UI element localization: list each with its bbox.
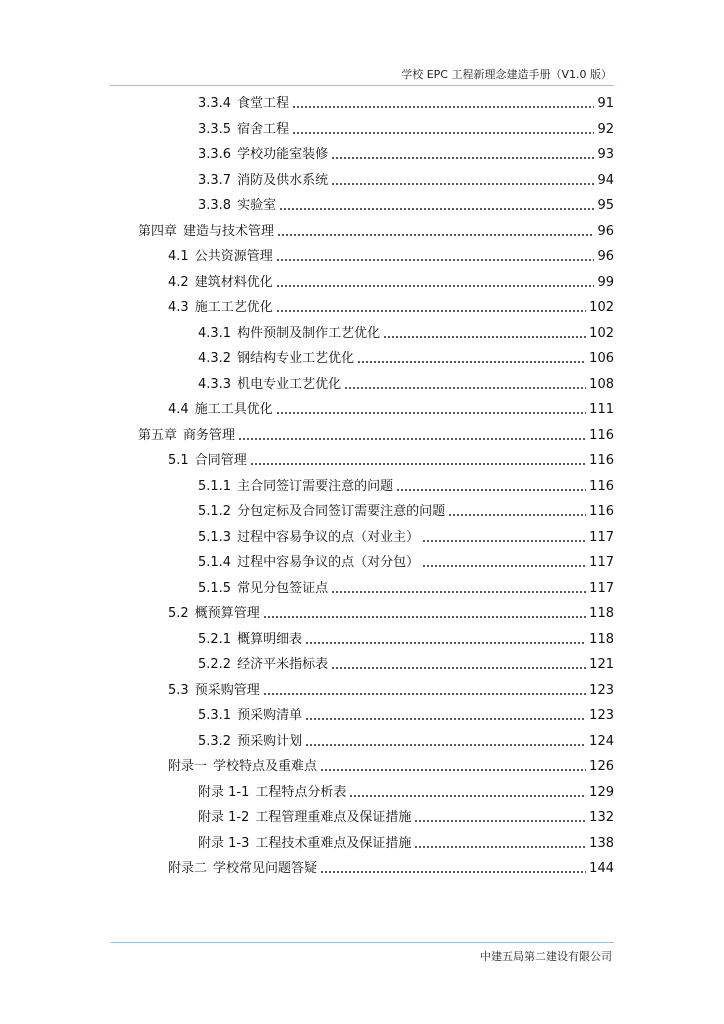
toc-entry[interactable] — [198, 142, 614, 167]
toc-entry-number: 5.3 — [168, 682, 189, 698]
toc-entry-number: 4.4 — [168, 402, 189, 417]
toc-dot-leader — [357, 361, 586, 363]
toc-entry-number: 5.1 — [168, 453, 189, 468]
toc-entry[interactable] — [168, 295, 614, 320]
toc-entry-page: 118 — [589, 631, 614, 647]
toc-entry-number: 3.3.4 — [198, 96, 232, 111]
toc-entry[interactable] — [198, 652, 614, 677]
toc-dot-leader — [250, 463, 586, 465]
toc-entry[interactable] — [198, 627, 614, 652]
toc-entry-page: 93 — [597, 147, 614, 162]
toc-dot-leader — [422, 540, 586, 542]
toc-entry-page: 108 — [589, 376, 614, 392]
toc-entry[interactable] — [168, 754, 614, 779]
toc-entry-page: 144 — [589, 861, 614, 876]
toc-entry-number: 4.3 — [168, 300, 189, 315]
toc-entry-number: 5.2.2 — [198, 657, 232, 672]
toc-entry-page: 94 — [597, 172, 614, 188]
footer-rule — [110, 942, 614, 943]
toc-dot-leader — [320, 769, 586, 771]
toc-entry-number: 3.3.6 — [198, 147, 232, 162]
toc-dot-leader — [331, 591, 586, 593]
toc-entry-page: 117 — [589, 580, 614, 596]
toc-dot-leader — [305, 718, 586, 720]
toc-entry[interactable] — [198, 831, 614, 856]
toc-entry-title: 概算明细表 — [237, 631, 303, 647]
toc-entry[interactable] — [198, 346, 614, 371]
toc-entry-page: 118 — [589, 606, 614, 621]
toc-dot-leader — [263, 693, 586, 695]
toc-dot-leader — [331, 157, 594, 159]
toc-entry-page: 117 — [589, 555, 614, 570]
toc-entry[interactable] — [198, 474, 614, 499]
toc-entry-number: 5.2.1 — [198, 631, 232, 647]
toc-entry-number: 3.3.8 — [198, 198, 232, 213]
toc-entry[interactable] — [198, 91, 614, 116]
toc-entry-page: 116 — [589, 504, 614, 519]
toc-entry-number: 附录一 — [168, 759, 208, 774]
toc-entry-page: 102 — [589, 300, 614, 315]
toc-entry-number: 5.3.2 — [198, 733, 232, 749]
toc-dot-leader — [422, 565, 586, 567]
footer-company: 中建五局第二建设有限公司 — [480, 950, 612, 963]
toc-entry[interactable] — [168, 856, 614, 881]
toc-entry-title: 食堂工程 — [237, 96, 290, 111]
toc-dot-leader — [276, 412, 586, 414]
toc-dot-leader — [331, 667, 586, 669]
toc-entry-number: 第五章 — [138, 427, 178, 443]
toc-entry[interactable] — [138, 423, 614, 448]
toc-dot-leader — [344, 387, 586, 389]
toc-entry-number: 5.1.4 — [198, 555, 232, 570]
toc-entry[interactable] — [198, 168, 614, 193]
toc-entry-page: 123 — [589, 708, 614, 723]
toc-dot-leader — [349, 795, 586, 797]
toc-entry-number: 附录 1-2 — [198, 810, 250, 825]
toc-entry-title: 工程特点分析表 — [255, 784, 347, 800]
toc-entry[interactable] — [198, 193, 614, 218]
toc-dot-leader — [320, 871, 586, 873]
toc-entry-page: 91 — [597, 96, 614, 111]
toc-entry-title: 消防及供水系统 — [237, 172, 329, 188]
toc-entry-number: 第四章 — [138, 223, 178, 239]
toc-entry-number: 3.3.5 — [198, 121, 232, 137]
toc-entry-title: 常见分包签证点 — [237, 580, 329, 596]
toc-entry-page: 117 — [589, 529, 614, 545]
toc-entry[interactable] — [198, 703, 614, 728]
toc-entry-page: 124 — [589, 733, 614, 749]
toc-dot-leader — [276, 259, 595, 261]
toc-entry-number: 4.3.1 — [198, 325, 232, 341]
toc-entry-title: 建筑材料优化 — [194, 274, 273, 290]
toc-entry[interactable] — [138, 219, 614, 244]
toc-entry-page: 99 — [597, 274, 614, 290]
toc-dot-leader — [277, 234, 594, 236]
toc-entry[interactable] — [168, 397, 614, 422]
toc-entry-title: 机电专业工艺优化 — [237, 376, 342, 392]
toc-entry-number: 5.3.1 — [198, 708, 232, 723]
toc-entry[interactable] — [198, 576, 614, 601]
toc-entry[interactable] — [198, 372, 614, 397]
toc-entry-title: 构件预制及制作工艺优化 — [237, 325, 381, 341]
toc-entry-title: 分包定标及合同签订需要注意的问题 — [237, 504, 446, 519]
toc-dot-leader — [448, 514, 586, 516]
toc-entry-title: 工程技术重难点及保证措施 — [255, 835, 412, 851]
toc-entry-title: 预采购管理 — [194, 682, 260, 698]
toc-entry-title: 公共资源管理 — [194, 249, 273, 264]
toc-dot-leader — [383, 336, 586, 338]
toc-entry-number: 附录二 — [168, 861, 208, 876]
toc-entry-number: 5.1.1 — [198, 478, 232, 494]
toc-dot-leader — [292, 132, 594, 134]
toc-entry-number: 5.1.5 — [198, 580, 232, 596]
toc-dot-leader — [414, 820, 586, 822]
toc-entry-title: 经济平米指标表 — [237, 657, 329, 672]
toc-entry-title: 学校常见问题答疑 — [213, 861, 318, 876]
toc-dot-leader — [331, 183, 594, 185]
toc-entry[interactable] — [198, 525, 614, 550]
toc-entry[interactable] — [198, 805, 614, 830]
toc-entry-number: 5.1.3 — [198, 529, 232, 545]
toc-entry-title: 过程中容易争议的点（对分包） — [237, 555, 420, 570]
toc-entry-page: 111 — [589, 402, 614, 417]
toc-entry-page: 138 — [589, 835, 614, 851]
toc-entry-page: 129 — [589, 784, 614, 800]
toc-dot-leader — [396, 489, 586, 491]
toc-entry-number: 5.1.2 — [198, 504, 232, 519]
toc-entry-page: 116 — [589, 427, 614, 443]
toc-entry[interactable] — [198, 780, 614, 805]
toc-entry[interactable] — [198, 321, 614, 346]
toc-entry-page: 132 — [589, 810, 614, 825]
toc-entry-page: 116 — [589, 453, 614, 468]
toc-entry[interactable] — [198, 729, 614, 754]
toc-dot-leader — [238, 438, 586, 440]
toc-entry-title: 主合同签订需要注意的问题 — [237, 478, 394, 494]
toc-entry[interactable] — [168, 678, 614, 703]
toc-entry[interactable] — [168, 601, 614, 626]
toc-dot-leader — [305, 744, 586, 746]
toc-entry[interactable] — [198, 117, 614, 142]
toc-entry-title: 宿舍工程 — [237, 121, 290, 137]
toc-entry-number: 4.3.3 — [198, 376, 232, 392]
running-header-title: 学校 EPC 工程新理念建造手册（V1.0 版） — [401, 68, 612, 81]
toc-entry-page: 95 — [597, 198, 614, 213]
toc-dot-leader — [279, 208, 594, 210]
toc-entry-title: 钢结构专业工艺优化 — [237, 351, 355, 366]
toc-entry-title: 商务管理 — [183, 427, 236, 443]
toc-entry[interactable] — [198, 499, 614, 524]
toc-entry-title: 施工工具优化 — [194, 402, 273, 417]
toc-entry-title: 施工工艺优化 — [194, 300, 273, 315]
toc-entry-title: 概预算管理 — [194, 606, 260, 621]
toc-entry-title: 预采购清单 — [237, 708, 303, 723]
toc-entry-number: 3.3.7 — [198, 172, 232, 188]
toc-entry-number: 4.1 — [168, 249, 189, 264]
toc-entry-title: 实验室 — [237, 198, 277, 213]
toc-entry-title: 合同管理 — [194, 453, 247, 468]
header-rule — [110, 85, 614, 86]
toc-entry[interactable] — [168, 270, 614, 295]
toc-entry-number: 附录 1-1 — [198, 784, 250, 800]
toc-dot-leader — [263, 616, 586, 618]
toc-entry-number: 4.2 — [168, 274, 189, 290]
toc-dot-leader — [414, 846, 586, 848]
toc-entry-page: 102 — [589, 325, 614, 341]
toc-entry-page: 96 — [597, 223, 614, 239]
toc-entry-number: 附录 1-3 — [198, 835, 250, 851]
toc-entry-page: 121 — [589, 657, 614, 672]
toc-entry-number: 4.3.2 — [198, 351, 232, 366]
toc-entry-page: 116 — [589, 478, 614, 494]
toc-entry-title: 预采购计划 — [237, 733, 303, 749]
toc-entry-number: 5.2 — [168, 606, 189, 621]
toc-entry[interactable] — [198, 550, 614, 575]
toc-dot-leader — [276, 310, 586, 312]
toc-dot-leader — [292, 106, 594, 108]
toc-entry-page: 126 — [589, 759, 614, 774]
toc-dot-leader — [276, 285, 595, 287]
toc-entry[interactable] — [168, 244, 614, 269]
toc-entry-title: 学校特点及重难点 — [213, 759, 318, 774]
toc-entry-title: 建造与技术管理 — [183, 223, 275, 239]
toc-entry-title: 学校功能室装修 — [237, 147, 329, 162]
toc-dot-leader — [305, 642, 586, 644]
toc-entry-page: 123 — [589, 682, 614, 698]
toc-entry[interactable] — [168, 448, 614, 473]
toc-entry-title: 工程管理重难点及保证措施 — [255, 810, 412, 825]
toc-entry-title: 过程中容易争议的点（对业主） — [237, 529, 420, 545]
toc-entry-page: 92 — [597, 121, 614, 137]
toc-entry-page: 106 — [589, 351, 614, 366]
toc-entry-page: 96 — [597, 249, 614, 264]
